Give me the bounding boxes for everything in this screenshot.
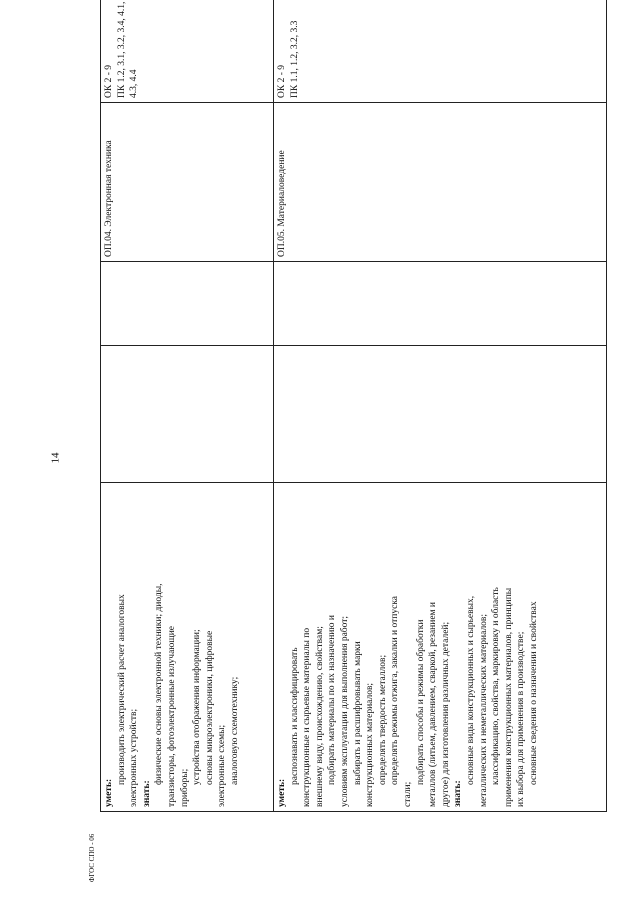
footer-text: ФГОС СПО - 06 xyxy=(88,833,96,883)
content-line: определять режимы отжига, закалки и отпуска xyxy=(390,595,401,785)
content-line: электронных устройств; xyxy=(129,708,140,807)
content-line: металлических и неметаллических материалов; xyxy=(478,613,489,807)
discipline-cell: ОП.05. Материаловедение xyxy=(274,103,607,262)
content-line: выбирать и расшифровывать марки xyxy=(352,641,363,785)
content-line: определять твердость металлов; xyxy=(377,654,388,785)
competency-table xyxy=(100,0,607,812)
page-number-text: 14 xyxy=(49,452,62,464)
content-line: классификацию, свойства, маркировку и область xyxy=(491,587,502,785)
discipline-cell: ОП.04. Электронная техника xyxy=(101,103,274,262)
content-line: конструкционные и сырьевые материалы по xyxy=(302,627,313,807)
content-line: производить электрический расчет аналоговых xyxy=(116,594,127,785)
table-row xyxy=(101,0,274,812)
competencies-cell: ОК 2 - 9 ПК 1.1, 1.2, 3.2, 3.3 xyxy=(274,0,607,103)
content-line: основные виды конструкционных и сырьевых, xyxy=(465,595,476,785)
content-line: их выбора для применения в производстве; xyxy=(516,631,527,807)
competency-table-rotated xyxy=(100,1,596,812)
content-line: стали; xyxy=(402,781,413,807)
content-cell xyxy=(274,483,607,812)
section-keyword: знать: xyxy=(141,780,152,807)
section-keyword: уметь: xyxy=(277,778,287,807)
content-line: распознавать и классифицировать xyxy=(289,647,300,785)
hours-cell xyxy=(101,346,274,483)
page-number xyxy=(50,452,61,464)
section-keyword: уметь: xyxy=(104,778,114,807)
content-line: подбирать способы и режимы обработки xyxy=(415,619,426,785)
content-line: применения конструкционных материалов, принципы xyxy=(503,587,514,807)
content-line: конструкционных материалов; xyxy=(365,682,376,807)
content-line: устройства отображения информации; xyxy=(192,629,203,785)
content-cell xyxy=(101,483,274,812)
content-line: основы микроэлектроники, цифровые xyxy=(204,630,215,785)
competencies-cell: ОК 2 - 9 ПК 1.2, 3.1, 3.2, 3.4, 4.1, 4.3, 4.4 xyxy=(101,0,274,103)
section-keyword: знать: xyxy=(453,780,464,807)
table-row xyxy=(274,0,607,812)
empty-cell xyxy=(101,262,274,346)
content-line: транзисторы, фотоэлектронные излучающие xyxy=(166,625,177,807)
content-line: условиям эксплуатации для выполнения работ; xyxy=(339,615,350,807)
content-line: приборы; xyxy=(179,768,190,807)
content-line: основные сведения о назначении и свойствах xyxy=(528,601,539,785)
content-line: аналоговую схемотехнику; xyxy=(229,676,240,785)
hours-cell xyxy=(274,346,607,483)
content-line: внешнему виду, происхождению, свойствам; xyxy=(314,626,325,807)
content-line: подбирать материалы по их назначению и xyxy=(327,615,338,785)
content-line: электронные схемы; xyxy=(217,724,228,807)
content-line: физические основы электронной техники; диоды, xyxy=(154,583,165,785)
content-line: металлов (литьем, давлением, сваркой, резанием и xyxy=(428,601,439,807)
content-line: другое) для изготовления различных деталей; xyxy=(440,621,451,807)
footer xyxy=(80,818,104,898)
empty-cell xyxy=(274,262,607,346)
